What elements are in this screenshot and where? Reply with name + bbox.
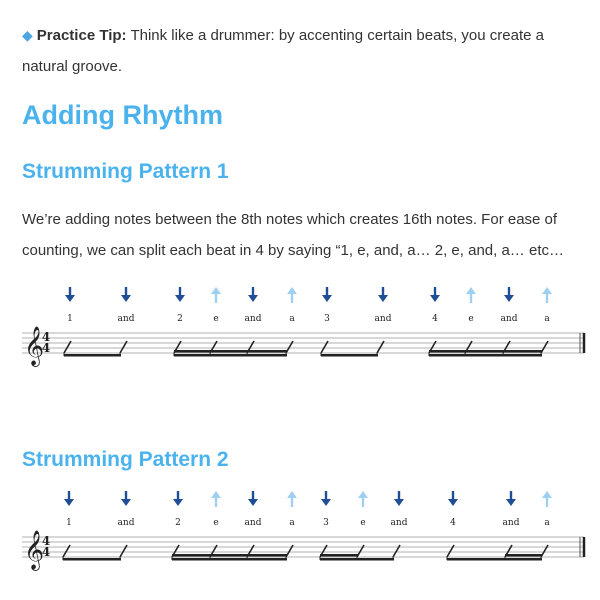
arrow-head: [287, 287, 297, 294]
count-label: 3: [323, 518, 329, 528]
down-strum-arrow-icon: [64, 491, 74, 506]
arrow-shaft: [291, 293, 293, 303]
down-strum-arrow-icon: [506, 491, 516, 506]
beam-secondary: [320, 554, 358, 557]
arrow-head: [504, 295, 514, 302]
count-label: e: [468, 314, 474, 324]
arrow-head: [378, 295, 388, 302]
arrow-shaft: [215, 293, 217, 303]
arrow-head: [173, 499, 183, 506]
up-strum-arrow-icon: [211, 491, 221, 507]
arrow-head: [322, 295, 332, 302]
count-label: e: [360, 518, 366, 528]
count-label: 2: [175, 518, 181, 528]
beam-secondary: [172, 554, 287, 557]
count-label: and: [244, 314, 262, 324]
beam-primary: [64, 354, 121, 357]
section-title-adding-rhythm: Adding Rhythm: [22, 100, 223, 130]
arrow-head: [394, 499, 404, 506]
down-strum-arrow-icon: [322, 287, 332, 302]
arrow-head: [358, 491, 368, 498]
count-label: and: [374, 314, 392, 324]
beam-primary: [447, 558, 542, 561]
up-strum-arrow-icon: [287, 491, 297, 507]
up-strum-arrow-icon: [542, 491, 552, 507]
count-label: 1: [66, 518, 72, 528]
arrow-head: [430, 295, 440, 302]
down-strum-arrow-icon: [248, 287, 258, 302]
arrow-shaft: [291, 497, 293, 507]
count-label: 1: [67, 314, 73, 324]
arrow-shaft: [215, 497, 217, 507]
arrow-head: [506, 499, 516, 506]
arrow-head: [65, 295, 75, 302]
up-strum-arrow-icon: [358, 491, 368, 507]
arrow-head: [542, 287, 552, 294]
treble-clef-icon: 𝄞: [24, 530, 45, 570]
count-label: and: [117, 314, 135, 324]
arrow-shaft: [546, 293, 548, 303]
time-signature-bottom: 4: [41, 341, 51, 355]
count-label: e: [213, 314, 219, 324]
pattern-2-title: Strumming Pattern 2: [22, 448, 229, 471]
beam-primary: [172, 558, 287, 561]
count-label: and: [390, 518, 408, 528]
arrow-head: [211, 287, 221, 294]
up-strum-arrow-icon: [211, 287, 221, 303]
count-label: and: [117, 518, 135, 528]
count-label: and: [502, 518, 520, 528]
arrow-head: [248, 295, 258, 302]
down-strum-arrow-icon: [504, 287, 514, 302]
arrow-head: [287, 491, 297, 498]
down-strum-arrow-icon: [321, 491, 331, 506]
arrow-head: [211, 491, 221, 498]
arrow-shaft: [470, 293, 472, 303]
count-label: a: [289, 518, 295, 528]
count-label: 4: [432, 314, 438, 324]
pattern-1-title: Strumming Pattern 1: [22, 160, 229, 183]
treble-clef-icon: 𝄞: [24, 326, 45, 366]
up-strum-arrow-icon: [287, 287, 297, 303]
up-strum-arrow-icon: [542, 287, 552, 303]
practice-tip: [22, 20, 582, 82]
beam-secondary: [505, 554, 542, 557]
down-strum-arrow-icon: [248, 491, 258, 506]
down-strum-arrow-icon: [173, 491, 183, 506]
beam-secondary: [429, 350, 542, 353]
arrow-head: [248, 499, 258, 506]
count-label: a: [289, 314, 295, 324]
arrow-head: [321, 499, 331, 506]
pattern-1-notation: [0, 283, 600, 383]
count-label: and: [244, 518, 262, 528]
arrow-head: [542, 491, 552, 498]
count-label: 2: [177, 314, 183, 324]
pattern-2-notation: [0, 487, 600, 587]
arrow-shaft: [362, 497, 364, 507]
beam-primary: [429, 354, 542, 357]
down-strum-arrow-icon: [448, 491, 458, 506]
pattern-1-description: We’re adding notes between the 8th notes which creates 16th notes. For ease of counting, we can split each beat in 4 by saying “1, e, and, a… 2, e, and, a… etc…: [22, 211, 564, 259]
down-strum-arrow-icon: [121, 491, 131, 506]
count-label: 4: [450, 518, 456, 528]
beam-secondary: [174, 350, 287, 353]
down-strum-arrow-icon: [65, 287, 75, 302]
down-strum-arrow-icon: [121, 287, 131, 302]
count-label: and: [500, 314, 518, 324]
practice-tip-text: Think like a drummer: by accenting certain beats, you create a natural groove.: [22, 27, 544, 75]
beam-primary: [320, 558, 394, 561]
beam-primary: [174, 354, 287, 357]
time-signature-top: 4: [41, 330, 51, 344]
beam-primary: [63, 558, 121, 561]
arrow-shaft: [546, 497, 548, 507]
time-signature-bottom: 4: [41, 545, 51, 559]
count-label: e: [213, 518, 219, 528]
up-strum-arrow-icon: [466, 287, 476, 303]
arrow-head: [466, 287, 476, 294]
count-label: a: [544, 314, 550, 324]
gem-icon: ◆: [22, 27, 33, 43]
arrow-head: [121, 499, 131, 506]
down-strum-arrow-icon: [394, 491, 404, 506]
down-strum-arrow-icon: [430, 287, 440, 302]
count-label: a: [544, 518, 550, 528]
arrow-head: [175, 295, 185, 302]
count-label: 3: [324, 314, 330, 324]
time-signature-top: 4: [41, 534, 51, 548]
arrow-head: [64, 499, 74, 506]
arrow-head: [121, 295, 131, 302]
arrow-head: [448, 499, 458, 506]
down-strum-arrow-icon: [378, 287, 388, 302]
practice-tip-label: Practice Tip:: [36, 27, 127, 44]
beam-primary: [321, 354, 378, 357]
down-strum-arrow-icon: [175, 287, 185, 302]
